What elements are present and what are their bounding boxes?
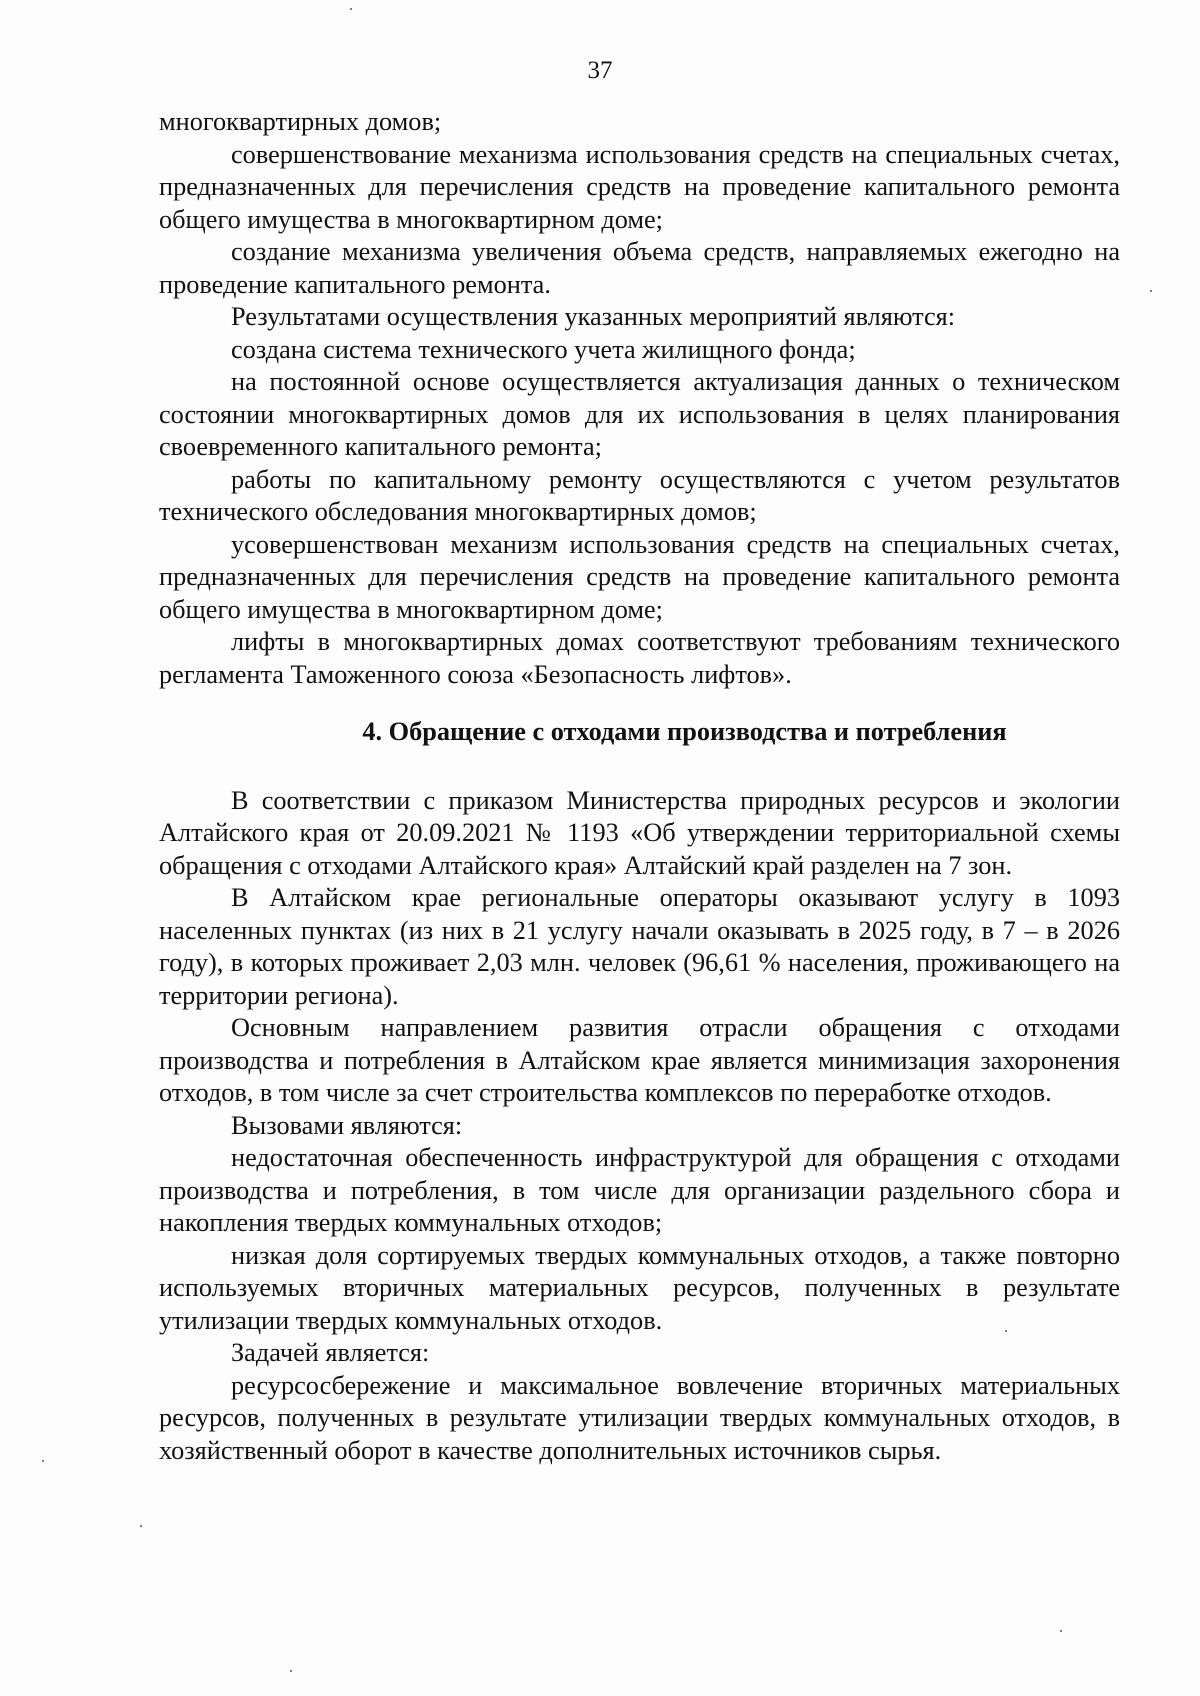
- paragraph: Результатами осуществления указанных мероприятий являются:: [231, 302, 956, 331]
- paragraph: лифты в многоквартирных домах соответствуют требованиям технического регламента Таможенного союза «Безопасность лифтов».: [159, 627, 1120, 689]
- paragraph: многоквартирных домов;: [159, 107, 442, 136]
- paragraph: недостаточная обеспеченность инфраструктурой для обращения с отходами производства и потребления, в том числе для организации раздельного сбора и накопления твердых коммунальных отходов;: [159, 1143, 1120, 1237]
- scan-speck: [140, 1525, 142, 1527]
- scan-speck: [1060, 1630, 1062, 1632]
- scan-speck: [290, 1670, 292, 1672]
- paragraph: низкая доля сортируемых твердых коммунальных отходов, а также повторно используемых вторичных материальных ресурсов, полученных в результате утилизации твердых коммунальных отходов.: [159, 1240, 1120, 1335]
- page-number: 37: [587, 57, 613, 84]
- scan-speck: [350, 8, 352, 10]
- paragraph: создана система технического учета жилищного фонда;: [231, 334, 856, 364]
- paragraph: усовершенствован механизм использования средств на специальных счетах, предназначенных для перечисления средств на проведение капитального ремонта общего имущества в многоквартирном доме;: [159, 529, 1120, 624]
- paragraph: работы по капитальному ремонту осуществляются с учетом результатов технического обследования многоквартирных домов;: [159, 464, 1120, 526]
- section-heading: 4. Обращение с отходами производства и потребления: [362, 717, 1007, 746]
- paragraph: Основным направлением развития отрасли обращения с отходами производства и потребления в Алтайском крае является минимизация захоронения отходов, в том числе за счет строительства комплексов по переработке отходов.: [159, 1013, 1120, 1107]
- scan-speck: [1150, 290, 1152, 292]
- document-body: [159, 106, 1120, 1467]
- paragraph: В Алтайском крае региональные операторы оказывают услугу в 1093 населенных пунктах (из них в 21 услугу начали оказывать в 2025 году, в 7 – в 2026 году), в которых проживает 2,03 млн. человек (96,61 % населения, проживающего на территории региона).: [159, 883, 1120, 1010]
- paragraph: создание механизма увеличения объема средств, направляемых ежегодно на проведение капитального ремонта.: [159, 237, 1120, 299]
- scan-speck: [42, 1460, 44, 1462]
- paragraph: Вызовами являются:: [231, 1110, 463, 1140]
- scan-speck: [1005, 1330, 1007, 1332]
- paragraph: Задачей является:: [231, 1338, 430, 1367]
- paragraph: на постоянной основе осуществляется актуализация данных о техническом состоянии многоквартирных домов для их использования в целях планирования своевременного капитального ремонта;: [159, 367, 1120, 461]
- paragraph: совершенствование механизма использования средств на специальных счетах, предназначенных для перечисления средств на проведение капитального ремонта общего имущества в многоквартирном доме;: [159, 139, 1120, 234]
- paragraph: В соответствии с приказом Министерства природных ресурсов и экологии Алтайского края от 20.09.2021 № 1193 «Об утверждении территориальной схемы обращения с отходами Алтайского края» Алтайский край разделен на 7 зон.: [159, 785, 1120, 880]
- paragraph: ресурсосбережение и максимальное вовлечение вторичных материальных ресурсов, полученных в результате утилизации твердых коммунальных отходов, в хозяйственный оборот в качестве дополнительных источников сырья.: [159, 1370, 1120, 1465]
